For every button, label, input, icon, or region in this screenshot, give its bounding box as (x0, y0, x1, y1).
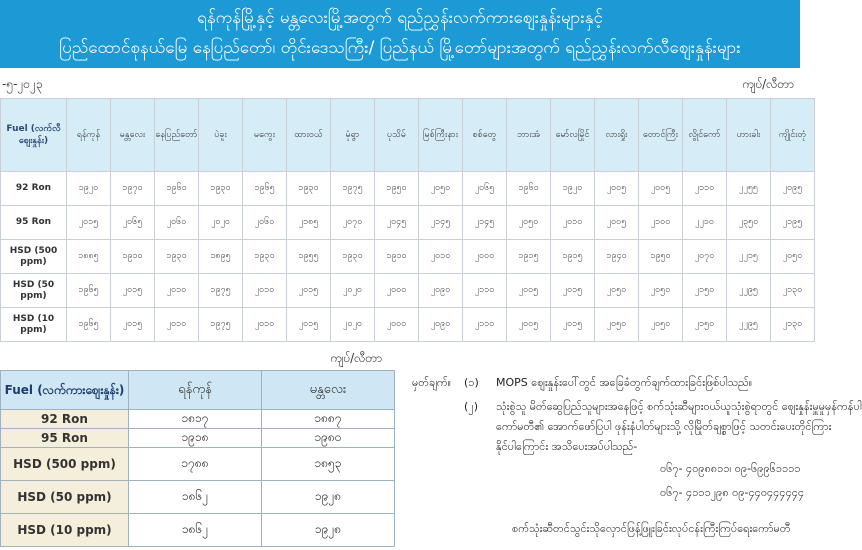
retail-price-cell: ၁၉၃၀ (243, 240, 287, 274)
retail-price-cell: ၂၀၂၀ (331, 274, 375, 308)
retail-price-cell: ၁၉၂၀ (551, 172, 595, 206)
retail-price-cell: ၁၉၅၀ (375, 172, 419, 206)
retail-row (1, 308, 815, 342)
header-banner (0, 0, 800, 68)
retail-price-cell: ၂၀၁၀ (243, 274, 287, 308)
retail-price-cell: ၂၀၉၀ (419, 274, 463, 308)
retail-header-row (1, 99, 815, 172)
retail-city-header: လွိုင်ကော် (683, 99, 727, 172)
retail-price-cell: ၂၃၅၀ (727, 206, 771, 240)
retail-price-cell: ၁၉၁၅ (507, 240, 551, 274)
retail-city-header: ထားဝယ် (287, 99, 331, 172)
wholesale-price-cell: ၁၉၁၈ (129, 429, 262, 448)
wholesale-unit-label: ကျပ်/လီတာ (330, 351, 383, 365)
retail-price-cell: ၁၉၁၀ (111, 240, 155, 274)
retail-price-cell: ၂၁၈၅ (287, 206, 331, 240)
note-2-line-2: ကော်မတီ၏ အောက်ဖော်ပြပါ ဖုန်းနံပါတ်များသို့ လိုမြိုတ်ချစ္စာဖြင့် သတင်းပေးတိုင်ကြား (496, 420, 832, 433)
retail-price-table (0, 98, 815, 342)
retail-city-header: ပုသိမ် (375, 99, 419, 172)
retail-price-cell: ၂၀၂၀ (331, 308, 375, 342)
retail-price-cell: ၁၉၅၅ (287, 240, 331, 274)
retail-price-cell: ၂၀၁၅ (551, 308, 595, 342)
retail-price-cell: ၂၀၁၀ (551, 206, 595, 240)
retail-price-cell: ၁၉၇၅ (199, 308, 243, 342)
retail-price-cell: ၂၀၉၀ (419, 308, 463, 342)
retail-row (1, 274, 815, 308)
retail-price-cell: ၂၀၀၅ (507, 274, 551, 308)
retail-city-header: ကျိုင်းတုံ (771, 99, 815, 172)
retail-price-cell: ၂၀၅၀ (595, 274, 639, 308)
retail-fuel-label: HSD (500 ppm) (1, 240, 67, 274)
retail-price-cell: ၁၉၆၅ (243, 172, 287, 206)
retail-city-header: နေပြည်တော် (155, 99, 199, 172)
retail-city-header: စစ်တွေ (463, 99, 507, 172)
retail-price-cell: ၂၀၅၀ (507, 206, 551, 240)
retail-price-cell: ၁၉၅၀ (639, 240, 683, 274)
wholesale-price-cell: ၁၈၆၂ (129, 481, 262, 514)
retail-price-cell: ၂၀၅၀ (639, 274, 683, 308)
retail-price-cell: ၂၀၁၀ (155, 274, 199, 308)
retail-price-cell: ၂၀၅၀ (771, 240, 815, 274)
retail-city-header: မုံရွာ (331, 99, 375, 172)
retail-price-cell: ၁၉၃၀ (199, 172, 243, 206)
retail-fuel-label: 92 Ron (1, 172, 67, 206)
retail-row (1, 240, 815, 274)
retail-fuel-header: Fuel (လက်လီဈေးနှုန်း) (1, 99, 67, 172)
retail-city-header: လားရှိုး (595, 99, 639, 172)
retail-price-cell: ၂၀၅၀ (419, 172, 463, 206)
retail-price-cell: ၂၀၆၀ (243, 206, 287, 240)
retail-price-cell: ၂၂၉၅ (727, 308, 771, 342)
wholesale-city-header: မန္တလေး (262, 371, 395, 410)
wholesale-row (1, 514, 395, 547)
retail-price-cell: ၂၀၁၅ (111, 274, 155, 308)
wholesale-fuel-label: HSD (10 ppm) (1, 514, 129, 547)
retail-price-cell: ၂၀၆၅ (111, 206, 155, 240)
retail-price-cell: ၁၉၁၀ (375, 240, 419, 274)
wholesale-price-cell: ၁၇၈၈ (129, 448, 262, 481)
retail-price-cell: ၁၈၉၅ (199, 240, 243, 274)
retail-price-cell: ၂၀၀၅ (507, 308, 551, 342)
announcement-date: -၅-၂၀၂၃ (2, 77, 43, 91)
retail-price-cell: ၂၀၁၀ (155, 308, 199, 342)
retail-price-cell: ၂၂၁၀ (683, 206, 727, 240)
notes-label: မှတ်ချက်။ (412, 376, 452, 389)
retail-price-cell: ၂၀၅၀ (595, 308, 639, 342)
wholesale-price-table (0, 370, 395, 547)
note-2-line-1: သုံးစွဲသူ မိတ်ဆွေပြည်သူများအနေဖြင့် စက်သုံးဆီများဝယ်ယူသုံးစွဲရာတွင် ဈေးနှုန်းမှူမှုမှန်ကန်ပါ (496, 400, 862, 413)
retail-row (1, 206, 815, 240)
retail-price-cell: ၂၀၇၀ (331, 206, 375, 240)
retail-price-cell: ၂၀၁၀ (419, 240, 463, 274)
retail-price-cell: ၁၉၃၀ (287, 172, 331, 206)
retail-city-header: မန္တလေး (111, 99, 155, 172)
retail-row (1, 172, 815, 206)
retail-price-cell: ၂၀၀၀ (375, 274, 419, 308)
retail-price-cell: ၂၁၁၀ (683, 172, 727, 206)
retail-price-cell: ၂၂၅၅ (727, 172, 771, 206)
wholesale-price-cell: ၁၉၂၈ (262, 481, 395, 514)
retail-price-cell: ၂၁၃၀ (771, 308, 815, 342)
note-2-number: (၂) (464, 400, 478, 413)
retail-city-header: ရန်ကုန် (67, 99, 111, 172)
retail-price-cell: ၁၉၁၅ (551, 240, 595, 274)
retail-price-cell: ၂၀၀၅ (595, 206, 639, 240)
wholesale-city-header: ရန်ကုန် (129, 371, 262, 410)
retail-price-cell: ၁၈၈၅ (67, 240, 111, 274)
retail-price-cell: ၁၉၇၅ (331, 172, 375, 206)
retail-city-header: တောင်ကြီး (639, 99, 683, 172)
wholesale-price-cell: ၁၈၁၇ (129, 410, 262, 429)
retail-price-cell: ၂၀၉၅ (771, 172, 815, 206)
wholesale-fuel-label: HSD (50 ppm) (1, 481, 129, 514)
wholesale-row (1, 410, 395, 429)
wholesale-fuel-label: 95 Ron (1, 429, 129, 448)
retail-price-cell: ၂၁၄၅ (463, 206, 507, 240)
note-1-text: MOPS ဈေးနှုန်းပေါ်တွင် အခြေခံတွက်ချက်ထားခြင်းဖြစ်ပါသည်။ (496, 376, 753, 389)
retail-unit-label: ကျပ်/လီတာ (741, 77, 794, 91)
contact-phone-2: ၀၆၇- ၄၁၁၁၂၉၈ ၀၉-၄၄၀၄၄၄၄၄၄ (660, 486, 805, 499)
retail-price-cell: ၂၀၅၀ (639, 308, 683, 342)
retail-price-cell: ၁၉၄၀ (595, 240, 639, 274)
retail-price-cell: ၂၀၁၅ (287, 308, 331, 342)
wholesale-fuel-header: Fuel (လက်ကားဈေးနှုန်း) (1, 371, 129, 410)
retail-price-cell: ၂၀၆၅ (463, 172, 507, 206)
retail-price-cell: ၁၉၆၀ (507, 172, 551, 206)
retail-price-cell: ၁၉၆၅ (67, 274, 111, 308)
retail-fuel-label: 95 Ron (1, 206, 67, 240)
retail-price-cell: ၂၀၁၅ (551, 274, 595, 308)
banner-title-line2: ပြည်ထောင်စုနယ်မြေ နေပြည်တော်၊ တိုင်းဒေသကြီး/ ပြည်နယ် မြို့တော်များအတွက် ရည်ညွှန်းလက်လီဈေးနှုန်းများ (59, 38, 741, 58)
committee-name: စက်သုံးဆီတင်သွင်းသိုလှောင်ဖြန့်ဖြူးခြင်းလုပ်ငန်းကြီးကြပ်ရေးကော်မတီ (512, 522, 791, 535)
wholesale-price-cell: ၁၈၈၇ (262, 410, 395, 429)
retail-price-cell: ၂၀၂၀ (199, 206, 243, 240)
retail-price-cell: ၁၉၂၀ (67, 172, 111, 206)
wholesale-price-cell: ၁၈၆၂ (129, 514, 262, 547)
retail-price-cell: ၂၀၀၅ (595, 172, 639, 206)
wholesale-row (1, 448, 395, 481)
retail-price-cell: ၂၀၆၀ (155, 206, 199, 240)
retail-price-cell: ၁၉၆၅ (67, 308, 111, 342)
retail-price-cell: ၂၀၁၀ (243, 308, 287, 342)
retail-price-cell: ၂၀၁၅ (287, 274, 331, 308)
retail-price-cell: ၁၉၃၀ (155, 240, 199, 274)
retail-price-cell: ၂၁၅၀ (683, 308, 727, 342)
wholesale-price-cell: ၁၉၂၈ (262, 514, 395, 547)
wholesale-price-cell: ၁၈၅၃ (262, 448, 395, 481)
wholesale-fuel-label: HSD (500 ppm) (1, 448, 129, 481)
retail-price-cell: ၂၁၉၅ (771, 206, 815, 240)
retail-city-header: မကွေး (243, 99, 287, 172)
retail-price-cell: ၁၉၇၅ (199, 274, 243, 308)
retail-fuel-label: HSD (50 ppm) (1, 274, 67, 308)
retail-price-cell: ၂၀၇၀ (683, 240, 727, 274)
retail-city-header: မော်လမြိုင် (551, 99, 595, 172)
retail-fuel-label: HSD (10 ppm) (1, 308, 67, 342)
wholesale-header-row (1, 371, 395, 410)
retail-price-cell: ၁၉၇၀ (111, 172, 155, 206)
retail-price-cell: ၁၉၆၀ (155, 172, 199, 206)
retail-city-header: မြစ်ကြီးနား (419, 99, 463, 172)
wholesale-row (1, 429, 395, 448)
retail-price-cell: ၂၁၁၀ (463, 274, 507, 308)
retail-price-cell: ၂၀၀၅ (639, 172, 683, 206)
retail-price-cell: ၂၀၁၅ (111, 308, 155, 342)
retail-price-cell: ၂၁၄၅ (419, 206, 463, 240)
retail-price-cell: ၂၁၃၀ (771, 274, 815, 308)
retail-price-cell: ၂၀၀၀ (463, 240, 507, 274)
note-1-number: (၁) (464, 376, 479, 389)
retail-price-cell: ၂၀၁၅ (67, 206, 111, 240)
retail-price-cell: ၂၁၁၀ (463, 308, 507, 342)
retail-price-cell: ၂၁၅၀ (683, 274, 727, 308)
retail-price-cell: ၂၂၉၅ (727, 274, 771, 308)
retail-price-cell: ၂၁၀၀ (639, 206, 683, 240)
wholesale-fuel-label: 92 Ron (1, 410, 129, 429)
note-2-line-3: နိုင်ပါကြောင်း အသိပေးအပ်ပါသည်- (496, 440, 638, 453)
retail-price-cell: ၁၉၃၀ (331, 240, 375, 274)
retail-price-cell: ၂၀၄၅ (375, 206, 419, 240)
banner-title-line1: ရန်ကုန်မြို့နှင့် မန္တလေးမြို့အတွက် ရည်ညွှန်းလက်ကားဈေးနှုန်းများနှင့် (197, 8, 603, 28)
retail-city-header: ဘားအံ (507, 99, 551, 172)
retail-city-header: ပဲခူး (199, 99, 243, 172)
wholesale-row (1, 481, 395, 514)
retail-price-cell: ၂၂၁၅ (727, 240, 771, 274)
contact-phone-1: ၀၆၇- ၄၀၉၈၈၁၁၊ ၀၉-၆၉၉၆၁၁၁၁ (660, 462, 801, 475)
retail-price-cell: ၂၀၀၀ (375, 308, 419, 342)
wholesale-price-cell: ၁၉၈၀ (262, 429, 395, 448)
retail-city-header: ဟားခါး (727, 99, 771, 172)
